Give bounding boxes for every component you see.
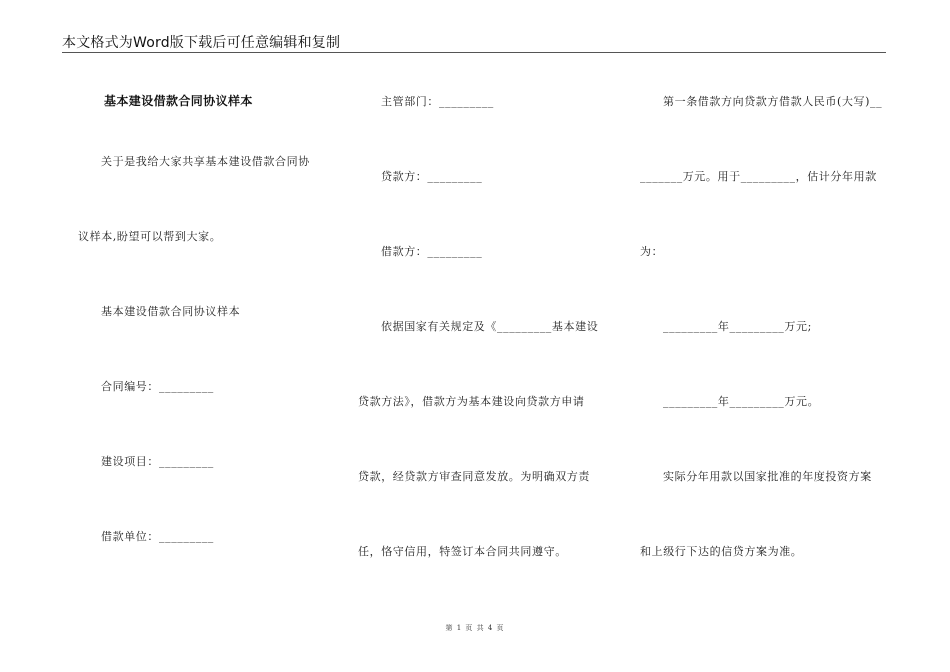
yearly-amount-line-1: _________年_________万元;: [663, 320, 812, 333]
yearly-amount-line-2: _________年_________万元。: [663, 395, 820, 408]
actual-usage-line-2: 和上级行下达的信贷方案为准。: [640, 545, 803, 558]
intro-line-2: 议样本,盼望可以帮到大家。: [78, 230, 222, 243]
actual-usage-line-1: 实际分年用款以国家批准的年度投资方案: [663, 470, 872, 483]
header-text: 本文格式为Word版下载后可任意编辑和复制: [62, 35, 341, 51]
paragraph-line-4: 任，恪守信用，特签订本合同共同遵守。: [358, 545, 567, 558]
article-1-line-1: 第一条借款方向贷款方借款人民币(大写)__: [663, 95, 883, 108]
article-1-line-2: _______万元。用于_________，估计分年用款: [640, 170, 877, 183]
intro-line-1: 关于是我给大家共享基本建设借款合同协: [101, 155, 310, 168]
paragraph-line-3: 贷款，经贷款方审查同意发放。为明确双方责: [358, 470, 590, 483]
contract-number-field: 合同编号：_________: [101, 380, 214, 393]
document-header: [62, 34, 886, 53]
page-number: 第 1 页 共 4 页: [445, 624, 505, 632]
paragraph-line-1: 依据国家有关规定及《_________基本建设: [381, 320, 599, 333]
lender-field: 贷款方：_________: [381, 170, 483, 183]
document-title: 基本建设借款合同协议样本: [104, 94, 253, 108]
borrower-field: 借款方：_________: [381, 245, 483, 258]
subtitle: 基本建设借款合同协议样本: [101, 305, 241, 318]
paragraph-line-2: 贷款方法》，借款方为基本建设向贷款方申请: [358, 395, 585, 408]
authority-field: 主管部门：_________: [381, 95, 494, 108]
construction-project-field: 建设项目：_________: [101, 455, 214, 468]
borrowing-unit-field: 借款单位：_________: [101, 530, 214, 543]
article-1-line-3: 为：: [640, 245, 664, 258]
